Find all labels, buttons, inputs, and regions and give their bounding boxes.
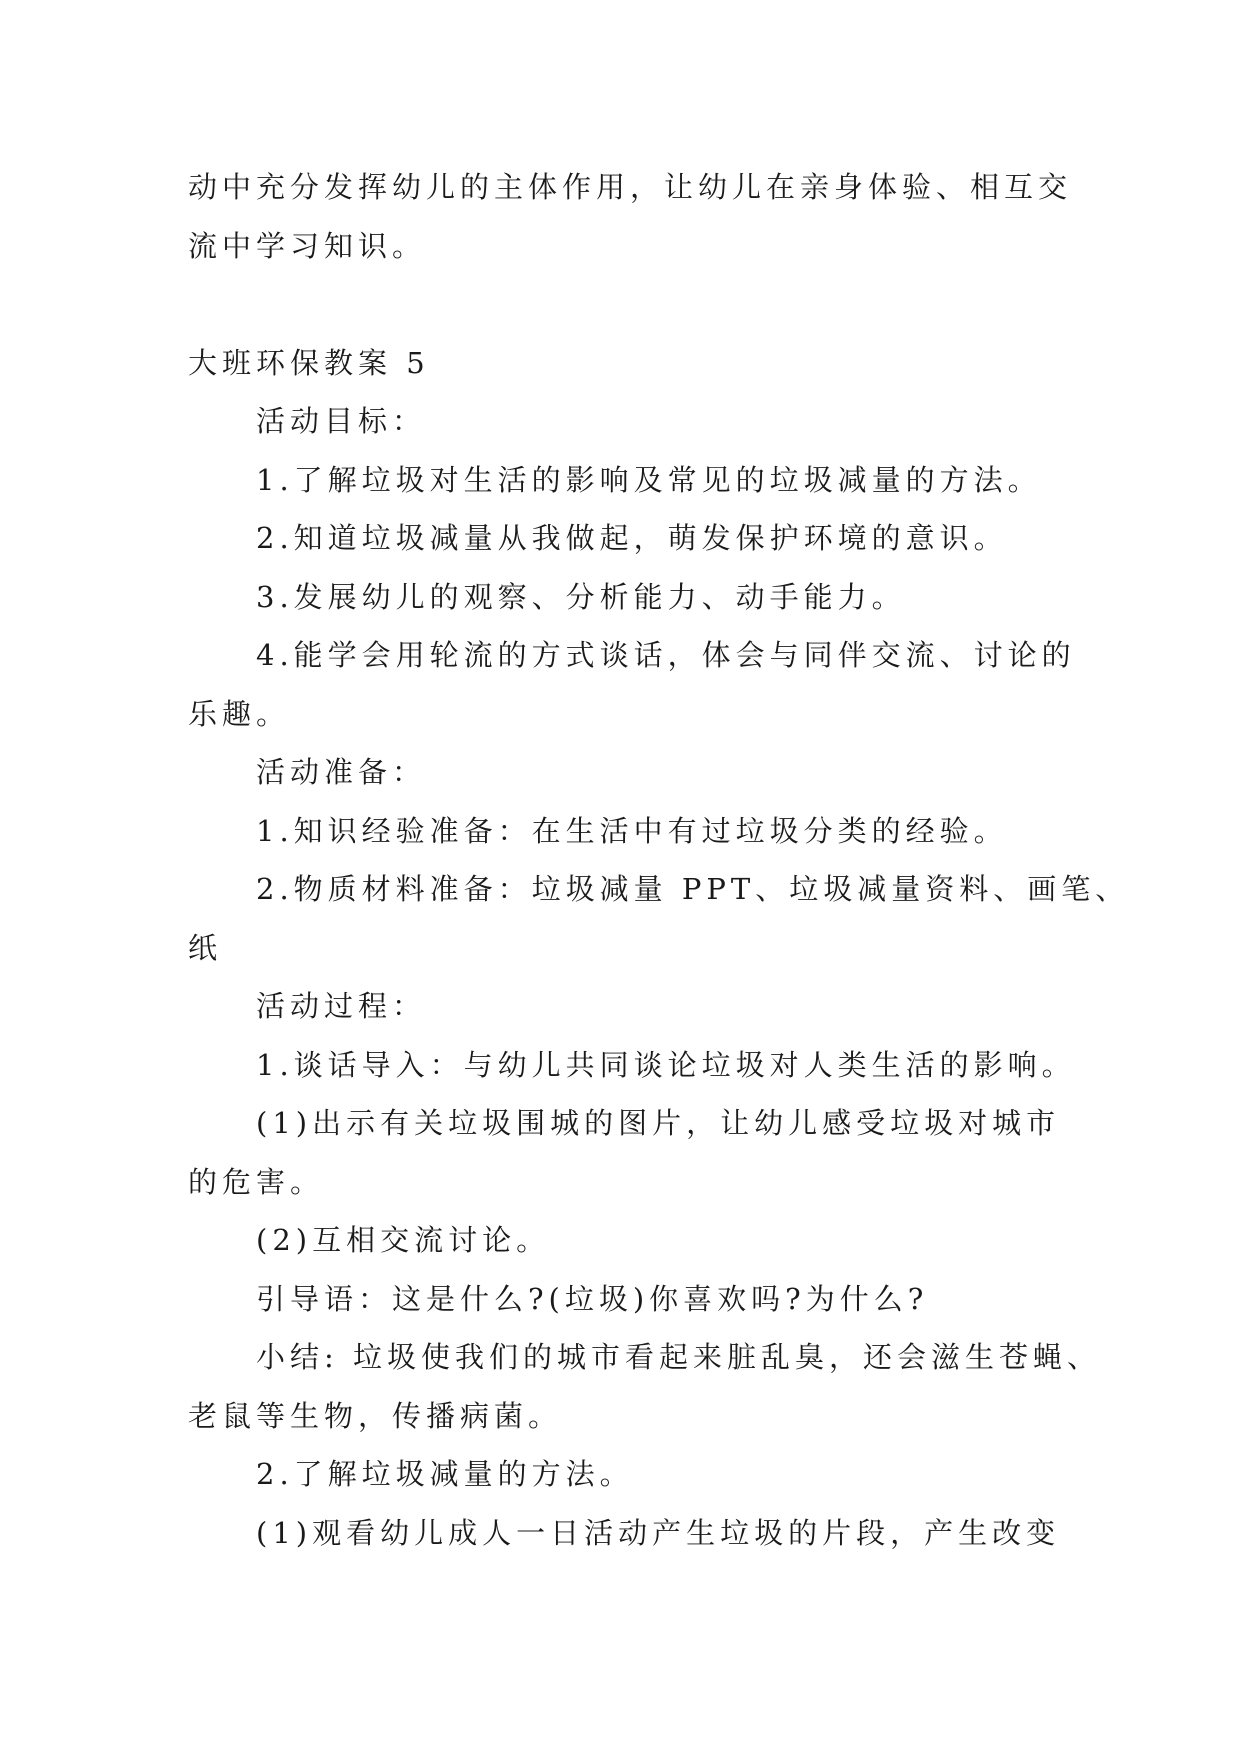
section-title: 大班环保教案 5 bbox=[188, 345, 430, 380]
goal-item-1: 1.了解垃圾对生活的影响及常见的垃圾减量的方法。 bbox=[256, 462, 1042, 497]
process-step-2-sub-1: (1)观看幼儿成人一日活动产生垃圾的片段，产生改变 bbox=[256, 1515, 1061, 1550]
process-step-1-sub-1: (1)出示有关垃圾围城的图片，让幼儿感受垃圾对城市 bbox=[256, 1106, 1061, 1140]
goal-item-2: 2.知道垃圾减量从我做起，萌发保护环境的意识。 bbox=[256, 521, 1008, 555]
paragraph-gap bbox=[188, 275, 1058, 334]
goal-item-4: 4.能学会用轮流的方式谈话，体会与同伴交流、讨论的 bbox=[256, 638, 1076, 672]
intro-continuation-line-2: 流中学习知识。 bbox=[188, 228, 427, 263]
prep-item-1: 1.知识经验准备：在生活中有过垃圾分类的经验。 bbox=[256, 813, 1008, 848]
guiding-question: 引导语：这是什么?(垃圾)你喜欢吗?为什么? bbox=[256, 1281, 929, 1316]
prep-item-2: 2.物质材料准备：垃圾减量 PPT、垃圾减量资料、画笔、 bbox=[256, 872, 1130, 906]
summary-continuation: 老鼠等生物，传播病菌。 bbox=[188, 1398, 563, 1433]
process-step-2: 2.了解垃圾减量的方法。 bbox=[256, 1457, 634, 1491]
prep-heading: 活动准备： bbox=[256, 755, 427, 789]
goals-heading: 活动目标： bbox=[256, 404, 427, 438]
prep-item-2-continuation: 纸 bbox=[188, 930, 223, 965]
goal-item-3: 3.发展幼儿的观察、分析能力、动手能力。 bbox=[256, 579, 906, 614]
process-step-1: 1.谈话导入：与幼儿共同谈论垃圾对人类生活的影响。 bbox=[256, 1047, 1076, 1082]
summary-line: 小结: 垃圾使我们的城市看起来脏乱臭，还会滋生苍蝇、 bbox=[256, 1340, 1101, 1374]
process-step-1-sub-2: (2)互相交流讨论。 bbox=[256, 1223, 551, 1257]
document-body bbox=[188, 158, 1130, 1562]
intro-continuation-line-1: 动中充分发挥幼儿的主体作用，让幼儿在亲身体验、相互交 bbox=[188, 170, 1073, 204]
goal-item-4-continuation: 乐趣。 bbox=[188, 696, 291, 731]
process-step-1-sub-1-continuation: 的危害。 bbox=[188, 1164, 325, 1199]
process-heading: 活动过程： bbox=[256, 989, 427, 1023]
